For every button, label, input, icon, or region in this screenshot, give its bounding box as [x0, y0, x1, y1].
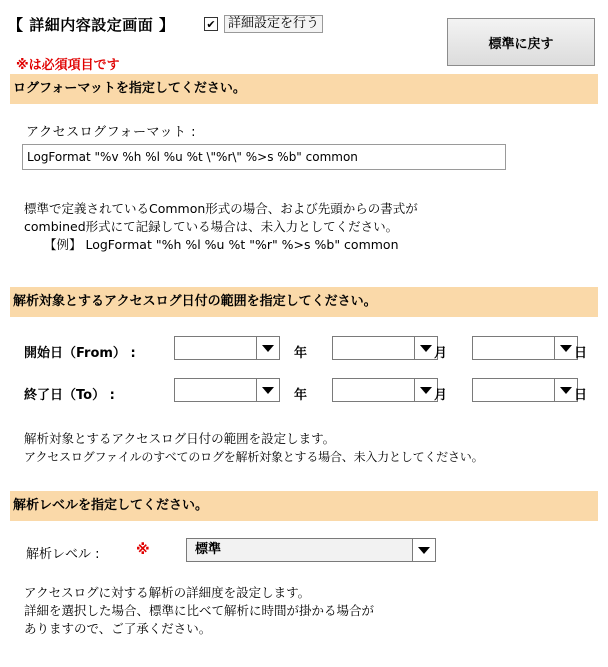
- analysis-level-desc-line2: 詳細を選択した場合、標準に比べて解析に時間が掛かる場合が: [24, 603, 375, 618]
- page-title: 【 詳細内容設定画面 】: [8, 16, 175, 34]
- chevron-down-icon[interactable]: [412, 539, 435, 561]
- log-format-desc-line2: combined形式にて記録している場合は、未入力としてください。: [24, 219, 399, 234]
- from-day-select[interactable]: [472, 336, 578, 360]
- to-day-select[interactable]: [472, 378, 578, 402]
- date-range-description: [24, 430, 483, 466]
- month-unit: 月: [434, 346, 448, 361]
- analysis-level-desc-line3: ありますので、ご了承ください。: [24, 621, 212, 636]
- year-unit: 年: [294, 346, 308, 361]
- to-year-select[interactable]: [174, 378, 280, 402]
- detail-settings-label[interactable]: 詳細設定を行う: [224, 15, 323, 33]
- analysis-level-select[interactable]: [186, 538, 436, 562]
- analysis-level-label: 解析レベル :: [26, 547, 100, 562]
- analysis-level-description: [24, 584, 374, 638]
- section-log-format: ログフォーマットを指定してください。: [10, 74, 598, 104]
- reset-to-default-button[interactable]: 標準に戻す: [447, 18, 595, 66]
- analysis-level-desc-line1: アクセスログに対する解析の詳細度を設定します。: [24, 585, 311, 600]
- log-format-desc-line1: 標準で定義されているCommon形式の場合、および先頭からの書式が: [24, 201, 418, 216]
- log-format-label: アクセスログフォーマット :: [26, 125, 196, 140]
- checkmark-icon: ✔: [206, 17, 216, 31]
- from-month-select[interactable]: [332, 336, 438, 360]
- detail-settings-checkbox[interactable]: [204, 17, 218, 31]
- required-note: ※は必須項目です: [16, 58, 120, 73]
- required-mark: ※: [136, 542, 150, 558]
- log-format-description: [24, 200, 418, 254]
- detail-settings-toggle[interactable]: [204, 14, 323, 34]
- analysis-level-value: 標準: [195, 542, 222, 557]
- section-date-range: 解析対象とするアクセスログ日付の範囲を指定してください。: [10, 287, 598, 317]
- day-unit: 日: [574, 346, 588, 361]
- to-date-label: 終了日（To） :: [24, 388, 115, 403]
- from-date-label: 開始日（From） :: [24, 346, 136, 361]
- log-format-input[interactable]: [22, 144, 506, 170]
- log-format-example: 【例】 LogFormat "%h %l %u %t "%r" %>s %b" common: [44, 237, 399, 252]
- to-month-select[interactable]: [332, 378, 438, 402]
- chevron-down-icon[interactable]: [256, 379, 279, 401]
- chevron-down-icon[interactable]: [256, 337, 279, 359]
- year-unit: 年: [294, 388, 308, 403]
- day-unit: 日: [574, 388, 588, 403]
- section-analysis-level: 解析レベルを指定してください。: [10, 491, 598, 521]
- from-year-select[interactable]: [174, 336, 280, 360]
- date-range-desc-line1: 解析対象とするアクセスログ日付の範囲を設定します。: [24, 431, 336, 446]
- date-range-desc-line2: アクセスログファイルのすべてのログを解析対象とする場合、未入力としてください。: [24, 450, 484, 464]
- month-unit: 月: [434, 388, 448, 403]
